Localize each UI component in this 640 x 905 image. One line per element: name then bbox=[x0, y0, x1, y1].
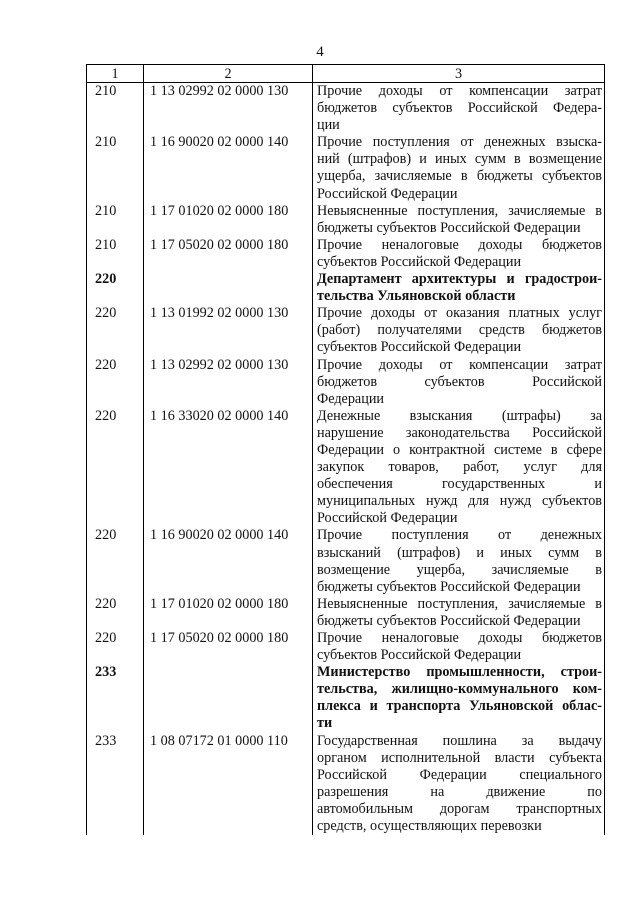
admin-code-cell: 233 bbox=[87, 733, 144, 836]
admin-code-cell: 220 bbox=[87, 527, 144, 595]
description-line: Российской Федерации bbox=[317, 185, 458, 202]
description-line: бюджеты субъектов Российской Федерации bbox=[317, 219, 581, 236]
description-cell bbox=[313, 596, 605, 630]
description-line: Федерации bbox=[317, 390, 385, 407]
description-line: Денежные взыскания (штрафы) за bbox=[317, 407, 602, 424]
budget-code-cell: 1 08 07172 01 0000 110 bbox=[144, 733, 313, 836]
description-line: субъектов Российской Федерации bbox=[317, 253, 522, 270]
description-line: Прочие доходы от компенсации затрат bbox=[317, 356, 602, 373]
budget-code-cell bbox=[144, 664, 313, 732]
description-cell bbox=[313, 305, 605, 356]
description-line: разрешения на движение по bbox=[317, 783, 602, 800]
description-line: Прочие поступления от денежных bbox=[317, 527, 602, 544]
admin-code-cell: 220 bbox=[87, 596, 144, 630]
admin-code-cell: 220 bbox=[87, 305, 144, 356]
table-row bbox=[87, 134, 605, 202]
description-cell bbox=[313, 408, 605, 528]
admin-code-cell: 220 bbox=[87, 408, 144, 528]
budget-code-cell: 1 17 01020 02 0000 180 bbox=[144, 203, 313, 237]
admin-code-cell: 220 bbox=[87, 357, 144, 408]
table-row bbox=[87, 237, 605, 271]
description-cell bbox=[313, 733, 605, 836]
budget-code-cell: 1 17 05020 02 0000 180 bbox=[144, 630, 313, 664]
description-line: субъектов Российской Федерации bbox=[317, 339, 522, 356]
admin-code-cell: 233 bbox=[87, 664, 144, 732]
table-row bbox=[87, 203, 605, 237]
budget-code-cell: 1 16 33020 02 0000 140 bbox=[144, 408, 313, 528]
table-row bbox=[87, 305, 605, 356]
description-line: бюджетов субъектов Российской bbox=[317, 373, 602, 390]
description-line: бюджетов субъектов Российской Федера- bbox=[317, 100, 602, 117]
description-line: Прочие доходы от компенсации затрат bbox=[317, 83, 602, 99]
description-line: тельства Ульяновской области bbox=[317, 288, 516, 305]
table-header-row bbox=[87, 65, 605, 83]
description-line: ции bbox=[317, 117, 340, 134]
description-line: Российской Федерации специального bbox=[317, 766, 602, 783]
table-row bbox=[87, 83, 605, 135]
table-row bbox=[87, 596, 605, 630]
budget-code-cell: 1 16 90020 02 0000 140 bbox=[144, 527, 313, 595]
description-line: возмещение ущерба, зачисляемые в bbox=[317, 561, 602, 578]
description-line: автомобильным дорогам транспортных bbox=[317, 800, 602, 817]
description-line: нарушение законодательства Российской bbox=[317, 424, 602, 441]
description-line: Прочие неналоговые доходы бюджетов bbox=[317, 236, 602, 253]
admin-code-cell: 220 bbox=[87, 271, 144, 305]
table-row bbox=[87, 357, 605, 408]
admin-code-cell: 210 bbox=[87, 237, 144, 271]
description-line: Прочие доходы от оказания платных услуг bbox=[317, 305, 602, 322]
description-line: Российской Федерации bbox=[317, 510, 458, 527]
description-cell bbox=[313, 664, 605, 732]
description-line: Государственная пошлина за выдачу bbox=[317, 732, 602, 749]
description-line: ти bbox=[317, 715, 333, 732]
description-line: плекса и транспорта Ульяновской облас- bbox=[317, 698, 602, 715]
description-line: Министерство промышленности, строи- bbox=[317, 664, 602, 681]
table-body bbox=[87, 83, 605, 836]
table-row bbox=[87, 408, 605, 528]
description-line: тельства, жилищно-коммунального ком- bbox=[317, 681, 602, 698]
description-line: ний (штрафов) и иных сумм в возмещение bbox=[317, 151, 602, 168]
description-line: закупок товаров, работ, услуг для bbox=[317, 459, 602, 476]
admin-code-cell: 210 bbox=[87, 134, 144, 202]
description-cell bbox=[313, 134, 605, 202]
header-col-2: 2 bbox=[144, 65, 313, 83]
admin-code-cell: 220 bbox=[87, 630, 144, 664]
description-line: Невыясненные поступления, зачисляемые в bbox=[317, 202, 602, 219]
description-line: бюджеты субъектов Российской Федерации bbox=[317, 578, 581, 595]
description-cell bbox=[313, 271, 605, 305]
table-row bbox=[87, 271, 605, 305]
header-col-3: 3 bbox=[313, 65, 605, 83]
description-cell bbox=[313, 357, 605, 408]
description-line: Федерации о контрактной системе в сфере bbox=[317, 441, 602, 458]
budget-code-cell: 1 13 02992 02 0000 130 bbox=[144, 83, 313, 135]
description-line: органом исполнительной власти субъекта bbox=[317, 749, 602, 766]
description-cell bbox=[313, 83, 605, 135]
table-row bbox=[87, 527, 605, 595]
description-line: Департамент архитектуры и градострои- bbox=[317, 271, 602, 288]
budget-code-cell: 1 16 90020 02 0000 140 bbox=[144, 134, 313, 202]
description-line: обеспечения государственных и bbox=[317, 476, 602, 493]
budget-code-cell bbox=[144, 271, 313, 305]
description-line: средств, осуществляющих перевозки bbox=[317, 818, 542, 835]
description-cell bbox=[313, 203, 605, 237]
budget-code-cell: 1 17 05020 02 0000 180 bbox=[144, 237, 313, 271]
description-line: бюджеты субъектов Российской Федерации bbox=[317, 612, 581, 629]
description-line: Невыясненные поступления, зачисляемые в bbox=[317, 595, 602, 612]
table-row bbox=[87, 630, 605, 664]
budget-code-cell: 1 17 01020 02 0000 180 bbox=[144, 596, 313, 630]
budget-code-cell: 1 13 02992 02 0000 130 bbox=[144, 357, 313, 408]
description-line: Прочие поступления от денежных взыска- bbox=[317, 134, 602, 151]
page-number: 4 bbox=[316, 44, 324, 60]
header-col-1: 1 bbox=[87, 65, 144, 83]
description-line: Прочие неналоговые доходы бюджетов bbox=[317, 630, 602, 646]
description-line: ущерба, зачисляемые в бюджеты субъектов bbox=[317, 168, 602, 185]
description-cell bbox=[313, 527, 605, 595]
table-row bbox=[87, 733, 605, 836]
budget-code-cell: 1 13 01992 02 0000 130 bbox=[144, 305, 313, 356]
admin-code-cell: 210 bbox=[87, 203, 144, 237]
description-line: (работ) получателями средств бюджетов bbox=[317, 322, 602, 339]
description-cell bbox=[313, 630, 605, 664]
description-line: муниципальных нужд для нужд субъектов bbox=[317, 493, 602, 510]
revenue-codes-table bbox=[86, 64, 605, 835]
table-row bbox=[87, 664, 605, 732]
admin-code-cell: 210 bbox=[87, 83, 144, 135]
description-line: субъектов Российской Федерации bbox=[317, 647, 522, 664]
description-cell bbox=[313, 237, 605, 271]
description-line: взысканий (штрафов) и иных сумм в bbox=[317, 544, 602, 561]
